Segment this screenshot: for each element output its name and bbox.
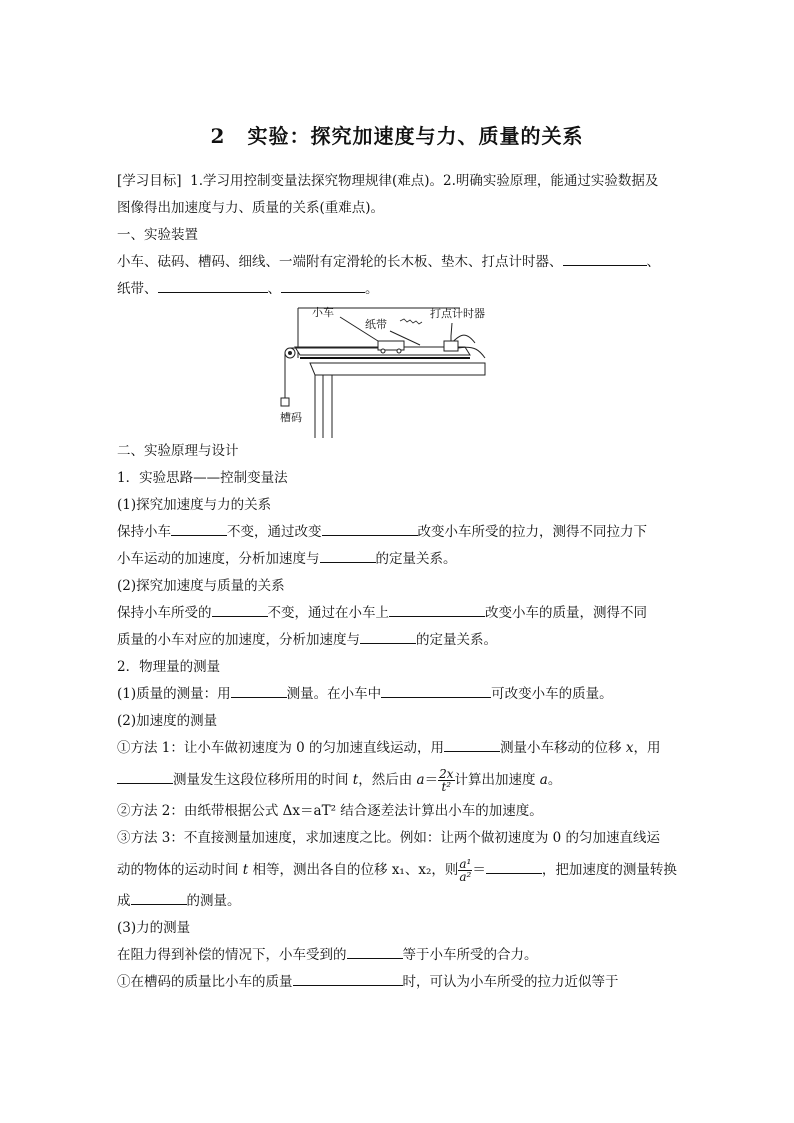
blank-equipment-1[interactable] (563, 251, 647, 266)
mass-relation-heading: (2)探究加速度与质量的关系 (117, 578, 285, 594)
apparatus-diagram (270, 303, 500, 438)
blank-relation-2[interactable] (360, 629, 416, 644)
blank-ratio[interactable] (486, 859, 542, 874)
text: 动的物体的运动时间 (117, 862, 243, 878)
blank-time-tool[interactable] (117, 769, 173, 784)
goals-line1: 1.学习用控制变量法探究物理规律(难点)。2.明确实验原理，能通过实验数据及 (190, 173, 659, 189)
var-x: x (625, 740, 634, 756)
text: 保持小车所受的 (117, 605, 212, 621)
text: 测量发生这段位移所用的时间 (173, 772, 353, 788)
text: ①方法 1：让小车做初速度为 0 的匀加速直线运动，用 (117, 740, 445, 756)
blank-cart-mass[interactable] (171, 521, 227, 536)
force-relation-heading: (1)探究加速度与力的关系 (117, 497, 272, 513)
var-a: a (539, 772, 548, 788)
goals-line2: 图像得出加速度与力、质量的关系(重难点)。 (117, 200, 385, 216)
text: 质量的小车对应的加速度，分析加速度与 (117, 632, 360, 648)
blank-convert[interactable] (131, 890, 187, 905)
var-a: a (416, 772, 425, 788)
cart-label: 小车 (312, 307, 334, 319)
fraction-a1-a2 (458, 858, 472, 883)
blank-mass-tool[interactable] (231, 683, 287, 698)
weight-label: 槽码 (280, 412, 302, 424)
fraction-2x-t2 (438, 768, 454, 793)
blank-pull-force[interactable] (347, 944, 403, 959)
text: ，把加速度的测量转换 (541, 862, 677, 878)
title-text: 实验：探究加速度与力、质量的关系 (247, 124, 584, 148)
text: 可改变小车的质量。 (491, 686, 613, 702)
equipment-line2-start: 纸带、 (117, 281, 158, 297)
text: 相等，测出各自的位移 x₁、x₂，则 (248, 862, 459, 878)
measurement-heading: 2．物理量的测量 (117, 659, 221, 675)
denominator: a² (459, 870, 472, 884)
text: 小车运动的加速度，分析加速度与 (117, 551, 320, 567)
blank-force[interactable] (212, 602, 268, 617)
acceleration-heading: (2)加速度的测量 (117, 713, 218, 729)
text: 的定量关系。 (375, 551, 457, 567)
text: 。 (547, 772, 562, 788)
text: ，然后由 (358, 772, 417, 788)
timer-label: 打点计时器 (430, 308, 485, 320)
text: 等于小车所受的合力。 (402, 947, 538, 963)
text: 不变，通过在小车上 (267, 605, 389, 621)
numerator: 2x (439, 767, 454, 781)
text: 测量小车移动的位移 (500, 740, 626, 756)
blank-length-tool[interactable] (444, 737, 500, 752)
goals-tag: [学习目标] (117, 173, 182, 189)
blank-mass-change[interactable] (381, 683, 491, 698)
numerator: a¹ (459, 857, 472, 871)
text: ①在槽码的质量比小车的质量 (117, 974, 293, 990)
blank-mass-compare[interactable] (293, 971, 403, 986)
force-heading: (3)力的测量 (117, 920, 191, 936)
text: ，用 (633, 740, 661, 756)
equipment-line1: 小车、砝码、槽码、细线、一端附有定滑轮的长木板、垫木、打点计时器、 (117, 254, 563, 270)
section2-heading: 二、实验原理与设计 (117, 443, 239, 459)
var-t: t (242, 862, 249, 878)
method-3-text: ③方法 3：不直接测量加速度，求加速度之比。例如：让两个做初速度为 0 的匀加速直线运 (117, 830, 661, 846)
text: 计算出加速度 (454, 772, 540, 788)
text: ＝ (424, 772, 439, 788)
blank-change-1[interactable] (322, 521, 418, 536)
text: 的定量关系。 (416, 632, 497, 648)
blank-change-2[interactable] (389, 602, 485, 617)
blank-equipment-2[interactable] (158, 278, 268, 293)
section1-heading: 一、实验装置 (117, 227, 198, 243)
text: 的测量。 (186, 893, 241, 909)
page-title (0, 120, 794, 149)
text: ＝ (472, 862, 486, 878)
text: 保持小车 (117, 524, 171, 540)
text: (1)质量的测量：用 (117, 686, 231, 702)
text: 改变小车的质量，测得不同 (485, 605, 647, 621)
section2 (117, 438, 677, 996)
equipment-line1-end: 、 (646, 254, 660, 270)
method-heading: 1．实验思路——控制变量法 (117, 470, 288, 486)
method-2-text: ②方法 2：由纸带根据公式 Δx＝aT² 结合逐差法计算出小车的加速度。 (117, 803, 543, 819)
equipment-line2-mid: 、 (267, 281, 281, 297)
blank-relation-1[interactable] (320, 548, 376, 563)
learning-goals (117, 168, 677, 303)
text: 改变小车所受的拉力，测得不同拉力下 (417, 524, 647, 540)
text: 在阻力得到补偿的情况下，小车受到的 (117, 947, 347, 963)
var-t: t (352, 772, 359, 788)
text: 不变，通过改变 (227, 524, 322, 540)
title-number: 2 (210, 124, 226, 148)
equipment-line2-end: 。 (365, 281, 379, 297)
text: 测量。在小车中 (286, 686, 382, 702)
tape-label: 纸带 (365, 319, 387, 331)
text: 成 (117, 893, 131, 909)
denominator: t² (441, 780, 452, 794)
blank-equipment-3[interactable] (281, 278, 365, 293)
text: 时，可认为小车所受的拉力近似等于 (402, 974, 619, 990)
